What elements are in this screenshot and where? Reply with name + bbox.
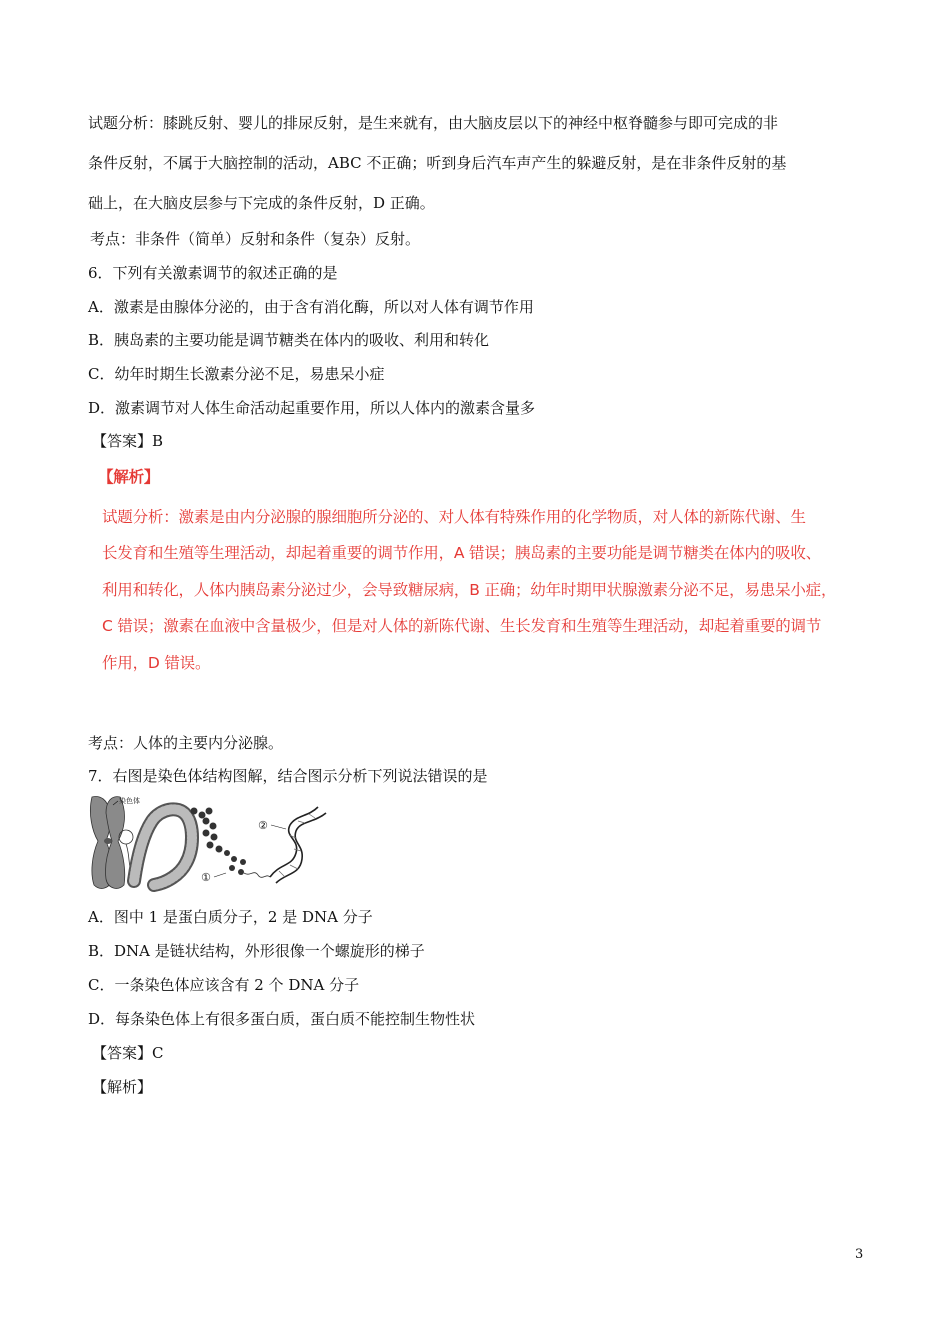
q7-option-d: D．每条染色体上有很多蛋白质，蛋白质不能控制生物性状 (88, 1010, 476, 1028)
kaodian-q6: 考点：人体的主要内分泌腺。 (88, 734, 284, 752)
q6-jiexi-line-4: C 错误；激素在血液中含量极少，但是对人体的新陈代谢、生长发育和生殖等生理活动，却起着重要的调节 (102, 617, 822, 635)
q6-jiexi-line-3: 利用和转化，人体内胰岛素分泌过少，会导致糖尿病，B 正确；幼年时期甲状腺激素分泌不足，易患呆小症， (102, 581, 837, 599)
q6-answer: 【答案】B (92, 432, 164, 450)
q7-stem: 7．右图是染色体结构图解，结合图示分析下列说法错误的是 (88, 767, 488, 785)
q6-option-b: B．胰岛素的主要功能是调节糖类在体内的吸收、利用和转化 (88, 331, 490, 349)
q7-option-a: A．图中 1 是蛋白质分子，2 是 DNA 分子 (88, 908, 373, 926)
kaodian-q5: 考点：非条件（简单）反射和条件（复杂）反射。 (90, 230, 421, 248)
analysis-q5-line-1: 试题分析：膝跳反射、婴儿的排尿反射，是生来就有，由大脑皮层以下的神经中枢脊髓参与即可完成的非 (88, 114, 779, 132)
q7-option-c: C．一条染色体应该含有 2 个 DNA 分子 (88, 976, 360, 994)
q6-option-d: D．激素调节对人体生命活动起重要作用，所以人体内的激素含量多 (88, 399, 536, 417)
q6-stem: 6．下列有关激素调节的叙述正确的是 (88, 264, 338, 282)
q6-option-a: A．激素是由腺体分泌的，由于含有消化酶，所以对人体有调节作用 (88, 298, 534, 316)
q6-jiexi-heading: 【解析】 (98, 468, 160, 486)
page-number: 3 (855, 1247, 864, 1262)
q7-answer: 【答案】C (92, 1044, 164, 1062)
q7-option-b: B．DNA 是链状结构，外形很像一个螺旋形的梯子 (88, 942, 425, 960)
q6-option-c: C．幼年时期生长激素分泌不足，易患呆小症 (88, 365, 385, 383)
chromosome-structure-figure (86, 793, 332, 893)
figure-label-2: ② (258, 819, 268, 832)
q6-jiexi-line-1: 试题分析：激素是由内分泌腺的腺细胞所分泌的、对人体有特殊作用的化学物质，对人体的新陈代谢、生 (102, 508, 806, 526)
analysis-q5-line-3: 础上，在大脑皮层参与下完成的条件反射，D 正确。 (88, 194, 435, 212)
q6-jiexi-line-5: 作用，D 错误。 (102, 654, 211, 672)
figure-label-chromosome: 染色体 (119, 797, 140, 805)
q7-jiexi-heading: 【解析】 (92, 1078, 153, 1096)
figure-label-1: ① (201, 871, 211, 884)
q6-jiexi-line-2: 长发育和生殖等生理活动，却起着重要的调节作用，A 错误；胰岛素的主要功能是调节糖类在体内的吸收、 (102, 544, 821, 562)
analysis-q5-line-2: 条件反射，不属于大脑控制的活动，ABC 不正确；听到身后汽车声产生的躲避反射，是在非条件反射的基 (88, 154, 787, 172)
